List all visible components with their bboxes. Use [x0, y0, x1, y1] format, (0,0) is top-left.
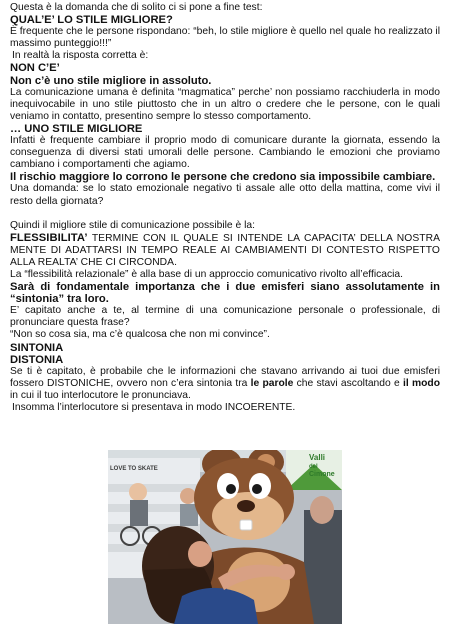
question-heading: QUAL’E’ LO STILE MIGLIORE?: [10, 14, 173, 27]
intro-line: Questa è la domanda che di solito ci si pone a fine test:: [10, 2, 263, 13]
logo-line-1: Valli: [309, 453, 326, 462]
paragraph-relational: La “flessibilità relazionale” è alla base di un approccio comunicativo rivolto all’efficacia.: [10, 268, 404, 280]
paragraph-correct-answer: In realtà la risposta corretta è:: [12, 50, 149, 62]
heading-none: NON C’E’: [10, 62, 60, 75]
flexibility-term: FLESSIBILITA’: [10, 231, 88, 244]
photo-mascot-hug: [108, 450, 342, 624]
heading-sintonia: SINTONIA: [10, 341, 64, 354]
paragraph-risk: Il rischio maggiore lo corrono le persone che credono sia impossibile cambiare.: [10, 171, 436, 184]
spacer: [10, 208, 440, 220]
dystonic-manner: il modo: [402, 377, 440, 389]
paragraph-therefore: Quindi il migliore stile di comunicazione possibile è la:: [10, 219, 255, 231]
paragraph-dystonic: [10, 366, 440, 402]
dystonic-text-2: che stavi ascoltando e: [293, 377, 403, 389]
flexibility-definition: TERMINE CON IL QUALE SI INTENDE LA CAPACITA’ DELLA NOSTRA MENTE DI ADATTARSI IN TEMPO REALE AI CAMBIAMENTI DI CONTESTO RISPETTO ALLA REALTA’ CHE CI CIRCONDA.: [10, 232, 440, 268]
paragraph-hemispheres: Sarà di fondamentale importanza che i due emisferi siano assolutamente in “sintonia” tra loro.: [10, 281, 440, 306]
logo-line-3: Cimone: [309, 471, 335, 478]
dystonic-text-3: in cui il tuo interlocutore le pronunciava.: [10, 389, 191, 401]
paragraph-question: Una domanda: se lo stato emozionale negativo ti assale alle otto della mattina, come vivi il resto della giornata?: [10, 183, 440, 207]
logo-line-2: del: [309, 464, 318, 470]
heading-one-best-style: … UNO STILE MIGLIORE: [10, 122, 143, 135]
paragraph-happened: E’ capitato anche a te, al termine di una comunicazione personale o professionale, di pronunciare questa frase?: [10, 305, 440, 329]
dystonic-text-1: Se ti è capitato, è probabile che le informazioni che stavano arrivando ai tuoi due emisferi fossero DISTONICHE, ovvero non c’era sintonia tra: [10, 365, 440, 389]
heading-no-best-style: Non c’è uno stile migliore in assoluto.: [10, 74, 212, 87]
paragraph-flexibility: [10, 232, 440, 269]
paragraph-quote: “Non so cosa sia, ma c’è qualcosa che non mi convince”.: [10, 329, 270, 341]
paragraph-change: Infatti è frequente cambiare il proprio modo di comunicare durante la giornata, essendo la conseguenza di diversi stati umorali delle persone. Cambiando le emozioni che proviamo cambiano i comportamenti che agiamo.: [10, 135, 440, 171]
dystonic-words: le parole: [250, 377, 294, 389]
banner-text: LOVE TO SKATE: [110, 466, 158, 472]
heading-distonia: DISTONIA: [10, 353, 64, 366]
paragraph-incoherent: Insomma l’interlocutore si presentava in modo INCOERENTE.: [12, 402, 296, 413]
paragraph-magmatic: La comunicazione umana è definita “magmatica” perche’ non possiamo racchiuderla in modo inequivocabile in uno stile piuttosto che in un altro o credere che le persone, con le quali veniamo in contatto, presentino sempre lo stesso comportamento.: [10, 86, 440, 122]
paragraph-answer: È frequente che le persone rispondano: “beh, lo stile migliore è quello nel quale ho realizzato il massimo punteggio!!!”: [10, 26, 440, 50]
